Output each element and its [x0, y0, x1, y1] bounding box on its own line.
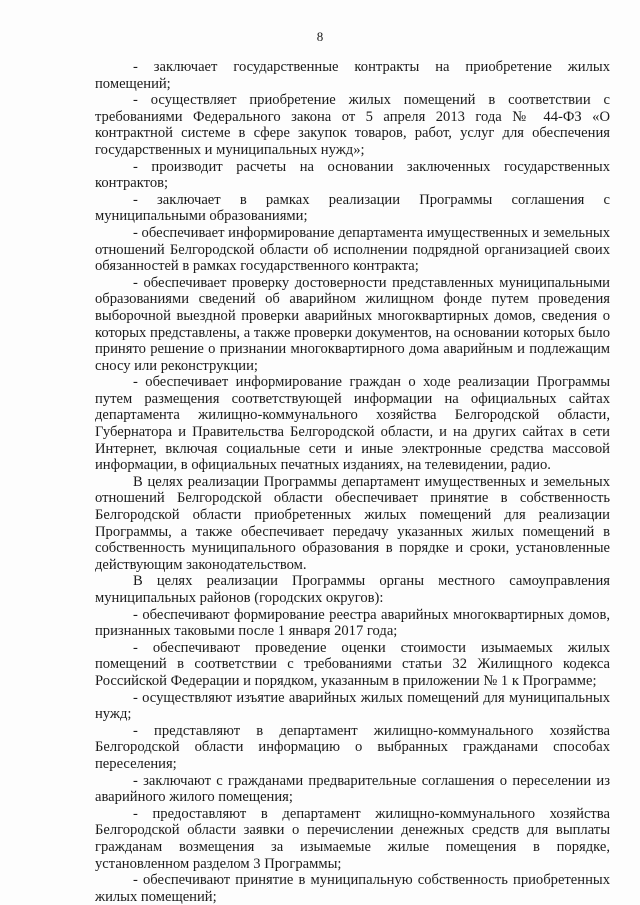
paragraph: - производит расчеты на основании заключенных государственных контрактов; [95, 158, 610, 192]
paragraph: - осуществляют изъятие аварийных жилых помещений для муниципальных нужд; [95, 689, 610, 723]
paragraph: - заключают с гражданами предварительные соглашения о переселении из аварийного жилого помещения; [95, 772, 610, 806]
paragraph: - обеспечивает проверку достоверности представленных муниципальными образованиями сведений об аварийном жилищном фонде путем проведения выборочной выездной проверки аварийных многоквартирных домов, сведения о которых представлены, а также проверки документов, на основании которых было принято решение о признании многоквартирного дома аварийным и подлежащим сносу или реконструкции; [95, 274, 610, 374]
paragraph: - осуществляет приобретение жилых помещений в соответствии с требованиями Федерального закона от 5 апреля 2013 года № 44-ФЗ «О контрактной системе в сфере закупок товаров, работ, услуг для обеспечения государственных и муниципальных нужд»; [95, 92, 610, 158]
paragraph: - обеспечивают формирование реестра аварийных многоквартирных домов, признанных таковыми после 1 января 2017 года; [95, 606, 610, 640]
paragraph: - обеспечивает информирование граждан о ходе реализации Программы путем размещения соответствующей информации на официальных сайтах департамента жилищно-коммунального хозяйства Белгородской области, Губернатора и Правительства Белгородской области, и на других сайтах в сети Интернет, включая социальные сети и иные электронные средства массовой информации, в официальных печатных изданиях, на телевидении, радио. [95, 374, 610, 474]
paragraph: - заключает государственные контракты на приобретение жилых помещений; [95, 59, 610, 92]
paragraph: - представляют в департамент жилищно-коммунального хозяйства Белгородской области информацию о выбранных гражданами способах переселения; [95, 722, 610, 772]
paragraph: В целях реализации Программы департамент имущественных и земельных отношений Белгородской области обеспечивает принятие в собственность Белгородской области приобретенных жилых помещений для реализации Программы, а также обеспечивает передачу указанных жилых помещений в собственность муниципального образования в порядке и сроки, установленные действующим законодательством. [95, 473, 610, 573]
paragraph: - предоставляют в департамент жилищно-коммунального хозяйства Белгородской области заявки о перечислении денежных средств для выплаты гражданам возмещения за изымаемые жилые помещения в порядке, установленном разделом 3 Программы; [95, 805, 610, 872]
paragraph: - обеспечивают принятие в муниципальную собственность приобретенных жилых помещений; [95, 872, 610, 905]
paragraph: В целях реализации Программы органы местного самоуправления муниципальных районов (городских округов): [95, 573, 610, 606]
paragraph: - обеспечивает информирование департамента имущественных и земельных отношений Белгородской области об исполнении подрядной организацией своих обязанностей в рамках государственного контракта; [95, 224, 610, 275]
document-body [95, 59, 610, 905]
page-number: 8 [316, 29, 324, 44]
paragraph: - заключает в рамках реализации Программы соглашения с муниципальными образованиями; [95, 191, 610, 225]
paragraph: - обеспечивают проведение оценки стоимости изымаемых жилых помещений в соответствии с требованиями статьи 32 Жилищного кодекса Российской Федерации и порядком, указанным в приложении № 1 к Программе; [95, 639, 610, 689]
